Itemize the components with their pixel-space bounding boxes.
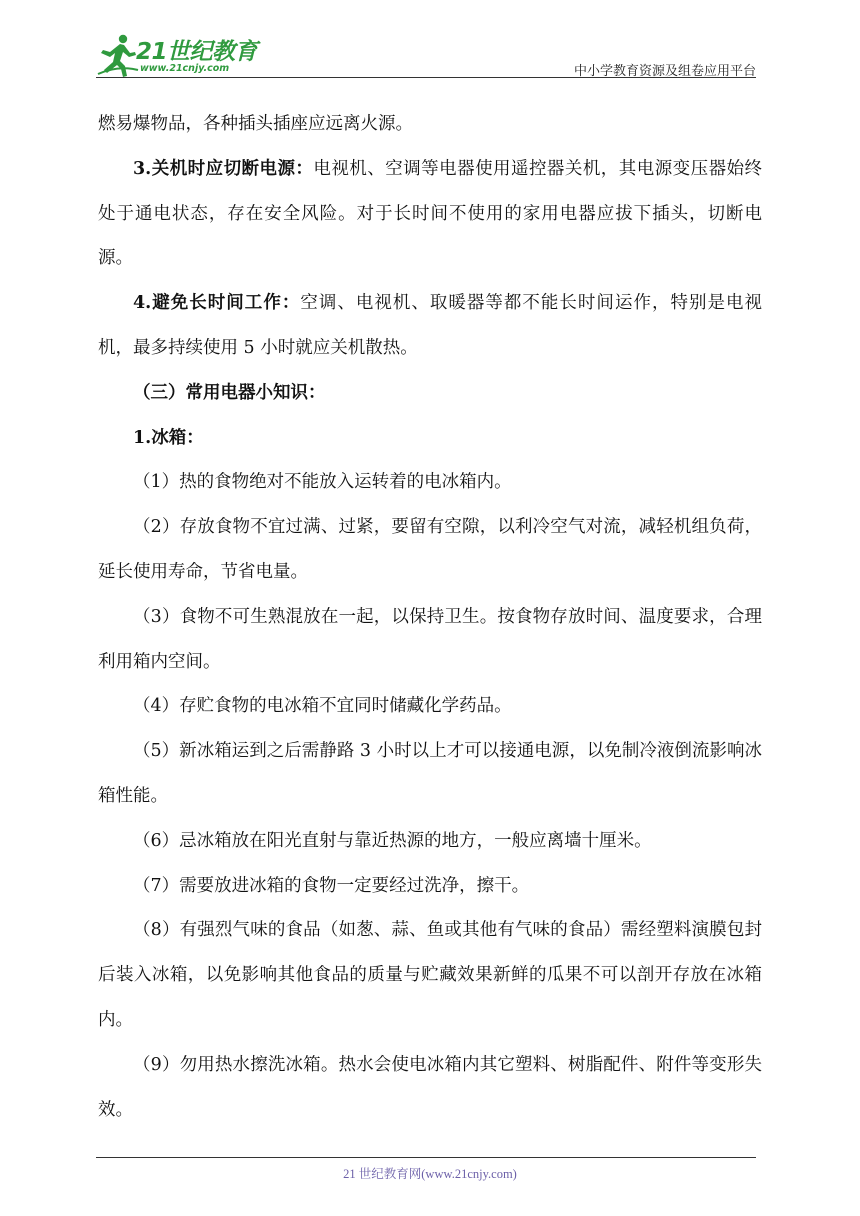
- logo: [96, 32, 286, 78]
- list-item: （5）新冰箱运到之后需静路 3 小时以上才可以接通电源，以免制冷液倒流影响冰箱性能。: [98, 741, 762, 806]
- runner-logo-icon: [96, 32, 140, 78]
- page-header: [96, 32, 756, 78]
- paragraph-heading: 3.关机时应切断电源：: [133, 158, 314, 179]
- subsection-heading: 1.冰箱：: [133, 427, 204, 448]
- list-item: （4）存贮食物的电冰箱不宜同时储藏化学药品。: [133, 696, 512, 717]
- paragraph-continuation: 燃易爆物品，各种插头插座应远离火源。: [98, 114, 413, 134]
- footer-divider: [96, 1157, 756, 1158]
- list-item: （3）食物不可生熟混放在一起，以保持卫生。按食物存放时间、温度要求，合理利用箱内空间。: [98, 606, 762, 672]
- logo-url: www.21cnjy.com: [140, 63, 230, 74]
- list-item: （2）存放食物不宜过满、过紧，要留有空隙，以利冷空气对流，减轻机组负荷，延长使用寿命，节省电量。: [98, 517, 762, 582]
- page-footer: 21 世纪教育网(www.21cnjy.com): [343, 1167, 517, 1181]
- list-item: （6）忌冰箱放在阳光直射与靠近热源的地方，一般应离墙十厘米。: [133, 830, 652, 851]
- list-item: （9）勿用热水擦洗冰箱。热水会使电冰箱内其它塑料、树脂配件、附件等变形失效。: [98, 1054, 762, 1120]
- list-item: （8）有强烈气味的食品（如葱、蒜、鱼或其他有气味的食品）需经塑料演膜包封后装入冰箱，以免影响其他食品的质量与贮藏效果新鲜的瓜果不可以剖开存放在冰箱内。: [98, 920, 762, 1030]
- section-heading: （三）常用电器小知识：: [133, 382, 326, 403]
- paragraph-heading: 4.避免长时间工作：: [133, 293, 301, 314]
- paragraph-avoid-long-use: 4.避免长时间工作：空调、电视机、取暖器等都不能长时间运作，特别是电视机，最多持续使用 5 小时就应关机散热。: [98, 293, 762, 358]
- document-body: [98, 102, 762, 1132]
- paragraph-power-off: 3.关机时应切断电源：电视机、空调等电器使用遥控器关机，其电源变压器始终处于通电状态，存在安全风险。对于长时间不使用的家用电器应拔下插头，切断电源。: [98, 158, 762, 269]
- list-item: （1）热的食物绝对不能放入运转着的电冰箱内。: [133, 472, 512, 493]
- logo-text: 21世纪教育: [136, 39, 258, 65]
- list-item: （7）需要放进冰箱的食物一定要经过洗净，擦干。: [133, 875, 530, 896]
- header-divider: [96, 77, 756, 78]
- platform-name: 中小学教育资源及组卷应用平台: [573, 64, 756, 79]
